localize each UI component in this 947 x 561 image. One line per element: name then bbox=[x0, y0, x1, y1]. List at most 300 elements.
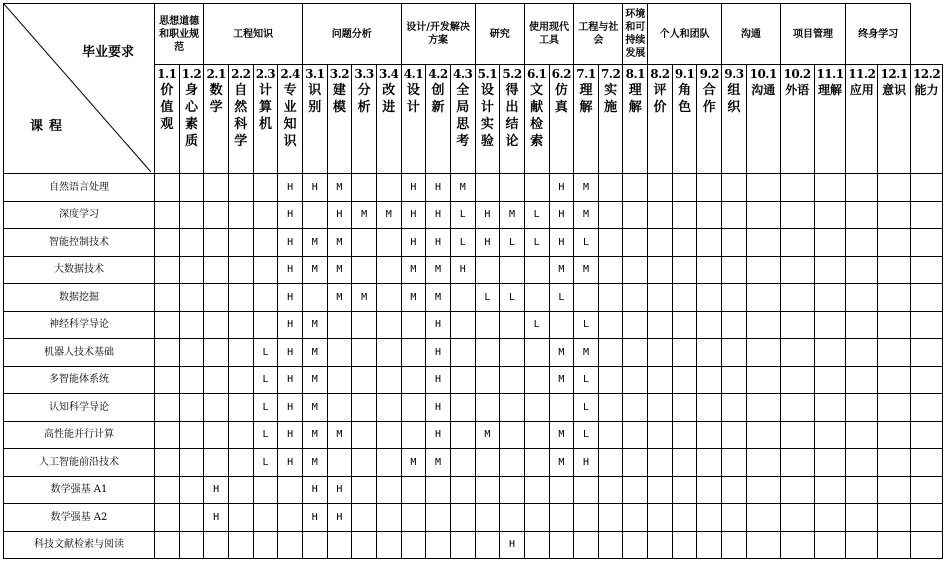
table-row bbox=[4, 311, 943, 339]
support-level-cell bbox=[549, 531, 574, 559]
support-level-cell bbox=[598, 339, 623, 367]
support-level-cell bbox=[179, 421, 204, 449]
support-level-cell bbox=[814, 504, 846, 532]
support-level-cell bbox=[697, 174, 722, 202]
support-level-cell bbox=[878, 339, 911, 367]
support-level-cell bbox=[846, 476, 878, 504]
support-level-cell bbox=[327, 394, 352, 422]
indicator-label: 沟通 bbox=[751, 83, 776, 97]
support-level-cell bbox=[352, 174, 377, 202]
support-level-cell bbox=[352, 476, 377, 504]
support-level-cell bbox=[623, 421, 648, 449]
support-level-cell bbox=[450, 421, 475, 449]
support-level-cell bbox=[878, 366, 911, 394]
indicator-label: 理解 bbox=[817, 83, 842, 97]
support-level-cell bbox=[155, 311, 180, 339]
support-level-cell bbox=[376, 476, 401, 504]
course-name: 认知科学导论 bbox=[4, 394, 155, 422]
indicator-label: 意识 bbox=[882, 83, 907, 97]
support-level-cell bbox=[500, 504, 525, 532]
support-level-cell bbox=[746, 504, 780, 532]
support-level-cell: M bbox=[401, 449, 426, 477]
indicator-header bbox=[780, 65, 814, 174]
support-level-cell bbox=[352, 366, 377, 394]
support-level-cell bbox=[376, 394, 401, 422]
support-level-cell bbox=[780, 449, 814, 477]
support-level-cell bbox=[155, 421, 180, 449]
support-level-cell bbox=[426, 531, 451, 559]
support-level-cell: H bbox=[500, 531, 525, 559]
support-level-cell bbox=[648, 229, 673, 257]
support-level-cell bbox=[302, 284, 327, 312]
support-level-cell: L bbox=[574, 311, 599, 339]
support-level-cell: M bbox=[327, 284, 352, 312]
support-level-cell bbox=[846, 394, 878, 422]
support-level-cell bbox=[179, 504, 204, 532]
table-row bbox=[4, 284, 943, 312]
support-level-cell bbox=[814, 229, 846, 257]
support-level-cell bbox=[814, 394, 846, 422]
support-level-cell bbox=[450, 394, 475, 422]
support-level-cell bbox=[911, 339, 943, 367]
support-level-cell bbox=[475, 504, 500, 532]
support-level-cell bbox=[780, 174, 814, 202]
support-level-cell bbox=[179, 339, 204, 367]
support-level-cell: L bbox=[253, 394, 278, 422]
support-level-cell: L bbox=[253, 339, 278, 367]
support-level-cell bbox=[722, 366, 747, 394]
support-level-cell bbox=[204, 449, 229, 477]
support-level-cell bbox=[878, 394, 911, 422]
support-level-cell bbox=[746, 366, 780, 394]
support-level-cell bbox=[475, 449, 500, 477]
support-level-cell bbox=[878, 476, 911, 504]
support-level-cell bbox=[228, 339, 253, 367]
support-level-cell bbox=[278, 504, 303, 532]
support-level-cell bbox=[697, 504, 722, 532]
support-level-cell bbox=[780, 229, 814, 257]
support-level-cell: M bbox=[426, 449, 451, 477]
support-level-cell bbox=[376, 504, 401, 532]
course-name: 高性能并行计算 bbox=[4, 421, 155, 449]
support-level-cell: M bbox=[302, 449, 327, 477]
support-level-cell: M bbox=[327, 256, 352, 284]
support-level-cell bbox=[623, 229, 648, 257]
indicator-number: 7.2 bbox=[600, 67, 621, 81]
support-level-cell: H bbox=[549, 229, 574, 257]
support-level-cell bbox=[500, 174, 525, 202]
support-level-cell: H bbox=[450, 256, 475, 284]
support-level-cell bbox=[648, 504, 673, 532]
support-level-cell: H bbox=[549, 174, 574, 202]
support-level-cell bbox=[648, 531, 673, 559]
support-level-cell bbox=[253, 284, 278, 312]
support-level-cell bbox=[598, 256, 623, 284]
support-level-cell: H bbox=[475, 201, 500, 229]
indicator-label: 理解 bbox=[628, 83, 642, 115]
indicator-label: 评价 bbox=[653, 83, 667, 115]
support-level-cell bbox=[672, 284, 697, 312]
indicator-header bbox=[475, 65, 500, 174]
support-level-cell bbox=[179, 174, 204, 202]
support-level-cell: H bbox=[327, 504, 352, 532]
support-level-cell bbox=[697, 311, 722, 339]
support-level-cell bbox=[228, 476, 253, 504]
support-level-cell bbox=[155, 256, 180, 284]
support-level-cell bbox=[598, 394, 623, 422]
support-level-cell: H bbox=[302, 504, 327, 532]
support-level-cell bbox=[278, 531, 303, 559]
support-level-cell: M bbox=[426, 256, 451, 284]
support-level-cell bbox=[697, 229, 722, 257]
corner-diagonal bbox=[4, 4, 151, 172]
support-level-cell bbox=[672, 311, 697, 339]
indicator-header bbox=[648, 65, 673, 174]
support-level-cell bbox=[253, 531, 278, 559]
support-level-cell bbox=[722, 339, 747, 367]
support-level-cell bbox=[450, 366, 475, 394]
support-level-cell: L bbox=[574, 366, 599, 394]
support-level-cell bbox=[179, 394, 204, 422]
support-level-cell: M bbox=[574, 339, 599, 367]
support-level-cell bbox=[623, 256, 648, 284]
support-level-cell bbox=[155, 201, 180, 229]
support-level-cell: H bbox=[278, 311, 303, 339]
support-level-cell bbox=[746, 174, 780, 202]
support-level-cell bbox=[598, 174, 623, 202]
support-level-cell: L bbox=[524, 311, 549, 339]
support-level-cell bbox=[204, 229, 229, 257]
indicator-header bbox=[327, 65, 352, 174]
requirement-group-header: 终身学习 bbox=[846, 4, 911, 65]
support-level-cell: M bbox=[302, 366, 327, 394]
indicator-number: 2.1 bbox=[206, 67, 226, 81]
support-level-cell bbox=[623, 504, 648, 532]
course-name: 科技文献检索与阅读 bbox=[4, 531, 155, 559]
support-level-cell bbox=[376, 174, 401, 202]
support-level-cell bbox=[598, 449, 623, 477]
indicator-label: 价值观 bbox=[160, 83, 174, 132]
support-level-cell bbox=[524, 421, 549, 449]
support-level-cell bbox=[524, 339, 549, 367]
course-name: 机器人技术基础 bbox=[4, 339, 155, 367]
support-level-cell bbox=[598, 311, 623, 339]
support-level-cell bbox=[814, 174, 846, 202]
support-level-cell bbox=[524, 449, 549, 477]
indicator-header bbox=[574, 65, 599, 174]
indicator-header bbox=[204, 65, 229, 174]
support-level-cell bbox=[401, 531, 426, 559]
indicator-number: 8.2 bbox=[650, 67, 670, 81]
indicator-header bbox=[623, 65, 648, 174]
indicator-header bbox=[878, 65, 911, 174]
support-level-cell bbox=[697, 201, 722, 229]
support-level-cell bbox=[228, 284, 253, 312]
support-level-cell bbox=[846, 256, 878, 284]
support-level-cell bbox=[450, 284, 475, 312]
support-level-cell bbox=[500, 366, 525, 394]
indicator-number: 11.1 bbox=[816, 67, 844, 81]
support-level-cell: M bbox=[549, 449, 574, 477]
support-level-cell bbox=[376, 531, 401, 559]
support-level-cell: L bbox=[475, 284, 500, 312]
support-level-cell bbox=[846, 311, 878, 339]
support-level-cell: M bbox=[327, 174, 352, 202]
support-level-cell bbox=[500, 256, 525, 284]
support-level-cell bbox=[697, 449, 722, 477]
support-level-cell bbox=[911, 256, 943, 284]
support-level-cell bbox=[746, 421, 780, 449]
support-level-cell bbox=[475, 339, 500, 367]
indicator-number: 6.1 bbox=[526, 67, 547, 81]
table-row bbox=[4, 256, 943, 284]
support-level-cell bbox=[204, 394, 229, 422]
support-level-cell: H bbox=[302, 476, 327, 504]
support-level-cell bbox=[911, 504, 943, 532]
table-row bbox=[4, 229, 943, 257]
support-level-cell bbox=[500, 394, 525, 422]
support-level-cell bbox=[401, 339, 426, 367]
support-level-cell bbox=[475, 256, 500, 284]
support-level-cell bbox=[746, 284, 780, 312]
support-level-cell bbox=[228, 394, 253, 422]
support-level-cell bbox=[401, 394, 426, 422]
course-name: 智能控制技术 bbox=[4, 229, 155, 257]
support-level-cell: H bbox=[401, 201, 426, 229]
support-level-cell bbox=[672, 339, 697, 367]
support-level-cell: M bbox=[376, 201, 401, 229]
support-level-cell: L bbox=[450, 201, 475, 229]
support-level-cell bbox=[376, 339, 401, 367]
indicator-label: 合作 bbox=[702, 83, 716, 115]
support-level-cell bbox=[814, 449, 846, 477]
support-level-cell bbox=[401, 311, 426, 339]
support-level-cell bbox=[500, 421, 525, 449]
support-level-cell bbox=[450, 339, 475, 367]
support-level-cell bbox=[722, 229, 747, 257]
support-level-cell bbox=[846, 531, 878, 559]
indicator-label: 实施 bbox=[604, 83, 618, 115]
support-level-cell bbox=[155, 476, 180, 504]
support-level-cell bbox=[846, 366, 878, 394]
support-level-cell: M bbox=[549, 366, 574, 394]
indicator-header bbox=[155, 65, 180, 174]
support-level-cell: M bbox=[302, 256, 327, 284]
indicator-number: 3.2 bbox=[329, 67, 350, 81]
indicator-label: 全局思考 bbox=[456, 83, 470, 149]
support-level-cell bbox=[648, 256, 673, 284]
support-level-cell: H bbox=[426, 174, 451, 202]
indicator-number: 4.3 bbox=[453, 67, 473, 81]
support-level-cell bbox=[814, 311, 846, 339]
support-level-cell bbox=[524, 284, 549, 312]
support-level-cell: L bbox=[500, 284, 525, 312]
support-level-cell bbox=[450, 476, 475, 504]
support-level-cell: L bbox=[524, 201, 549, 229]
indicator-number: 2.2 bbox=[231, 67, 251, 81]
support-level-cell: H bbox=[278, 174, 303, 202]
support-level-cell bbox=[623, 201, 648, 229]
support-level-cell: L bbox=[253, 449, 278, 477]
support-level-cell bbox=[911, 394, 943, 422]
indicator-header bbox=[598, 65, 623, 174]
support-level-cell bbox=[253, 311, 278, 339]
support-level-cell bbox=[179, 449, 204, 477]
indicator-header bbox=[450, 65, 475, 174]
indicator-number: 6.2 bbox=[551, 67, 572, 81]
indicator-header bbox=[401, 65, 426, 174]
support-level-cell bbox=[648, 339, 673, 367]
indicator-label: 文献检索 bbox=[530, 83, 544, 149]
course-name: 自然语言处理 bbox=[4, 174, 155, 202]
support-level-cell bbox=[911, 311, 943, 339]
support-level-cell bbox=[574, 531, 599, 559]
support-level-cell bbox=[352, 449, 377, 477]
support-level-cell bbox=[450, 311, 475, 339]
indicator-label: 外语 bbox=[785, 83, 810, 97]
support-level-cell: H bbox=[278, 229, 303, 257]
indicator-label: 自然科学 bbox=[234, 83, 248, 149]
support-level-cell bbox=[722, 284, 747, 312]
support-level-cell bbox=[376, 311, 401, 339]
support-level-cell bbox=[814, 201, 846, 229]
support-level-cell bbox=[327, 366, 352, 394]
support-level-cell bbox=[204, 201, 229, 229]
support-level-cell bbox=[911, 229, 943, 257]
support-level-cell bbox=[450, 449, 475, 477]
support-level-cell bbox=[228, 229, 253, 257]
support-level-cell bbox=[598, 421, 623, 449]
indicator-header bbox=[746, 65, 780, 174]
support-level-cell bbox=[911, 449, 943, 477]
indicator-label: 组织 bbox=[727, 83, 741, 115]
support-level-cell bbox=[623, 366, 648, 394]
support-level-cell bbox=[278, 476, 303, 504]
course-name: 大数据技术 bbox=[4, 256, 155, 284]
course-name: 人工智能前沿技术 bbox=[4, 449, 155, 477]
support-level-cell bbox=[878, 284, 911, 312]
support-level-cell bbox=[475, 366, 500, 394]
support-level-cell bbox=[846, 229, 878, 257]
support-level-cell bbox=[524, 174, 549, 202]
support-level-cell bbox=[623, 174, 648, 202]
indicator-label: 识别 bbox=[308, 83, 322, 115]
support-level-cell: H bbox=[426, 201, 451, 229]
support-level-cell: M bbox=[401, 284, 426, 312]
support-level-cell bbox=[228, 421, 253, 449]
support-level-cell bbox=[228, 201, 253, 229]
indicator-label: 仿真 bbox=[554, 83, 568, 115]
support-level-cell bbox=[878, 449, 911, 477]
support-level-cell bbox=[722, 174, 747, 202]
support-level-cell bbox=[697, 531, 722, 559]
support-level-cell bbox=[623, 531, 648, 559]
support-level-cell bbox=[179, 311, 204, 339]
support-level-cell bbox=[426, 476, 451, 504]
course-name: 数学强基 A2 bbox=[4, 504, 155, 532]
support-level-cell: M bbox=[475, 421, 500, 449]
indicator-number: 9.3 bbox=[724, 67, 744, 81]
support-level-cell bbox=[911, 366, 943, 394]
support-level-cell bbox=[500, 476, 525, 504]
support-level-cell bbox=[697, 256, 722, 284]
table-row bbox=[4, 339, 943, 367]
table-row bbox=[4, 394, 943, 422]
support-level-cell bbox=[204, 311, 229, 339]
support-level-cell bbox=[722, 421, 747, 449]
indicator-header bbox=[278, 65, 303, 174]
support-level-cell: H bbox=[327, 201, 352, 229]
support-level-cell bbox=[598, 284, 623, 312]
support-level-cell bbox=[598, 531, 623, 559]
support-level-cell bbox=[722, 476, 747, 504]
indicator-label: 设计实验 bbox=[480, 83, 494, 149]
support-level-cell bbox=[352, 394, 377, 422]
support-level-cell: M bbox=[450, 174, 475, 202]
indicator-number: 3.4 bbox=[379, 67, 399, 81]
support-level-cell: H bbox=[426, 394, 451, 422]
support-level-cell bbox=[780, 339, 814, 367]
support-level-cell bbox=[475, 394, 500, 422]
support-level-cell bbox=[155, 174, 180, 202]
support-level-cell: L bbox=[524, 229, 549, 257]
support-level-cell: L bbox=[574, 421, 599, 449]
indicator-header bbox=[911, 65, 943, 174]
table-row bbox=[4, 174, 943, 202]
support-level-cell bbox=[846, 339, 878, 367]
support-level-cell bbox=[672, 531, 697, 559]
indicator-header bbox=[814, 65, 846, 174]
support-level-cell bbox=[672, 504, 697, 532]
support-level-cell bbox=[524, 394, 549, 422]
support-level-cell bbox=[450, 504, 475, 532]
support-level-cell bbox=[911, 284, 943, 312]
support-level-cell bbox=[204, 531, 229, 559]
indicator-number: 12.2 bbox=[912, 67, 941, 81]
support-level-cell bbox=[204, 284, 229, 312]
support-level-cell bbox=[327, 311, 352, 339]
support-level-cell bbox=[253, 201, 278, 229]
support-level-cell bbox=[746, 256, 780, 284]
support-level-cell bbox=[376, 284, 401, 312]
indicator-label: 建模 bbox=[332, 83, 346, 115]
support-level-cell: H bbox=[574, 449, 599, 477]
support-level-cell bbox=[352, 256, 377, 284]
support-level-cell bbox=[475, 531, 500, 559]
indicator-label: 分析 bbox=[357, 83, 371, 115]
indicator-number: 10.1 bbox=[749, 67, 777, 81]
support-level-cell bbox=[672, 201, 697, 229]
table-row bbox=[4, 366, 943, 394]
support-level-cell bbox=[846, 449, 878, 477]
support-level-cell bbox=[179, 284, 204, 312]
course-name: 深度学习 bbox=[4, 201, 155, 229]
support-level-cell bbox=[780, 256, 814, 284]
indicator-label: 设计 bbox=[406, 83, 420, 115]
support-level-cell bbox=[623, 394, 648, 422]
support-level-cell bbox=[302, 531, 327, 559]
support-level-cell bbox=[253, 174, 278, 202]
support-level-cell bbox=[814, 339, 846, 367]
support-level-cell bbox=[155, 284, 180, 312]
indicator-label: 角色 bbox=[678, 83, 692, 115]
indicator-header bbox=[500, 65, 525, 174]
support-level-cell: L bbox=[500, 229, 525, 257]
support-level-cell bbox=[179, 229, 204, 257]
support-level-cell bbox=[648, 366, 673, 394]
table-row bbox=[4, 476, 943, 504]
support-level-cell bbox=[846, 284, 878, 312]
